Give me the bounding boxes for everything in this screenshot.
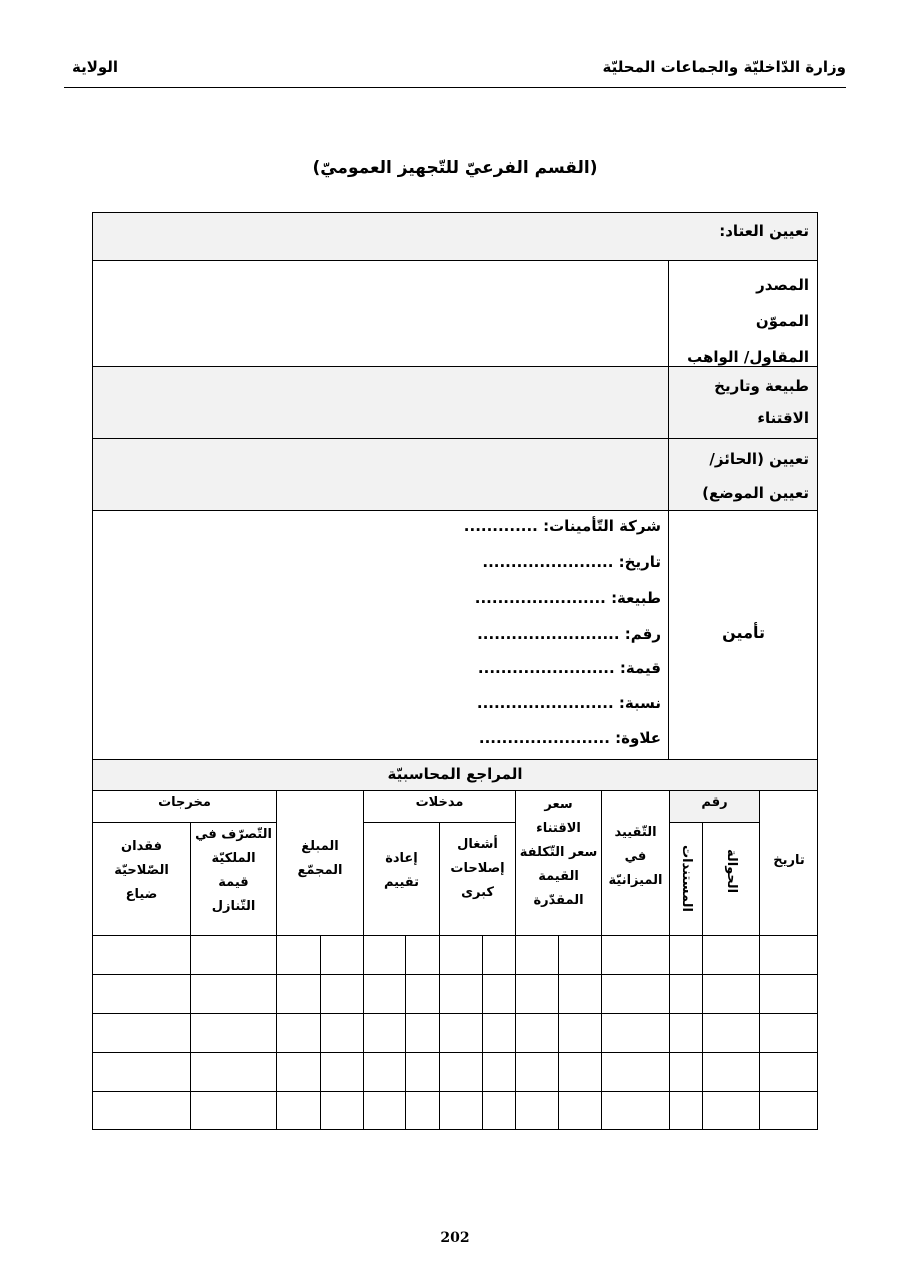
table-cell: [702, 1052, 759, 1091]
row-divider: [668, 439, 669, 510]
table-cell: [276, 935, 320, 974]
table-cell: [276, 1091, 320, 1130]
outputs-header-text: مخرجات: [158, 795, 211, 810]
table-cell: [759, 1052, 818, 1091]
disposal-line-2: الملكيّة: [211, 851, 256, 866]
price-header: [515, 790, 601, 936]
table-cell: [439, 1013, 482, 1052]
invoices-header: [669, 822, 702, 936]
price-line-1: الاقتناء: [536, 821, 581, 836]
table-cell: [190, 1091, 276, 1130]
table-cell: [276, 974, 320, 1013]
revaluation-line-2: تقييم: [383, 875, 420, 890]
insurance-number-field: رقم: .........................: [477, 625, 661, 643]
asset-id-label: تعيين العتاد:: [719, 222, 809, 240]
works-line-1: أشغال: [457, 837, 498, 852]
table-cell: [515, 974, 558, 1013]
table-cell: [515, 935, 558, 974]
row-divider: [668, 367, 669, 438]
table-cell: [601, 1052, 669, 1091]
row-divider: [668, 511, 669, 759]
price-group-text: سعر: [544, 797, 573, 812]
loss-header: [92, 822, 190, 936]
transfer-header: [702, 822, 759, 936]
table-cell: [92, 974, 190, 1013]
table-cell: [759, 974, 818, 1013]
table-cell: [669, 935, 702, 974]
insurance-date-field: تاريخ: .......................: [482, 553, 661, 571]
disposal-header: [190, 822, 276, 936]
budget-line-2: في: [624, 849, 647, 864]
disposal-line-4: التّنازل: [211, 899, 256, 914]
budget-line-3: الميزانيّة: [608, 873, 663, 888]
accounting-header: [92, 790, 818, 936]
table-cell: [363, 1013, 405, 1052]
table-cell: [92, 935, 190, 974]
table-cell: [558, 974, 601, 1013]
source-row: [92, 260, 818, 367]
table-cell: [601, 935, 669, 974]
accounting-title: المراجع المحاسبيّة: [387, 765, 523, 783]
ministry-header: وزارة الدّاخليّة والجماعات المحليّة: [602, 58, 846, 76]
table-cell: [363, 1052, 405, 1091]
total-header: [276, 790, 363, 936]
table-cell: [702, 1091, 759, 1130]
table-cell: [320, 1091, 363, 1130]
table-cell: [558, 935, 601, 974]
table-cell: [405, 1091, 439, 1130]
loss-line-3: ضياع: [125, 887, 158, 902]
table-cell: [276, 1052, 320, 1091]
table-cell: [405, 1052, 439, 1091]
table-cell: [601, 974, 669, 1013]
table-cell: [759, 1013, 818, 1052]
works-line-2: إصلاحات: [450, 861, 505, 876]
table-cell: [92, 1052, 190, 1091]
insurance-type-field: طبيعة: .......................: [474, 589, 661, 607]
table-cell: [363, 1091, 405, 1130]
insurance-value-field: قيمة: ........................: [477, 659, 661, 677]
table-cell: [669, 974, 702, 1013]
price-line-2: سعر التّكلفة: [519, 845, 598, 860]
table-cell: [190, 935, 276, 974]
number-group-header: [669, 790, 759, 822]
works-header: [439, 822, 515, 936]
header-rule: [64, 87, 846, 88]
table-cell: [320, 974, 363, 1013]
table-cell: [669, 1052, 702, 1091]
budget-header: [601, 790, 669, 936]
table-cell: [558, 1013, 601, 1052]
transfer-header-text: الحوالة: [724, 849, 739, 894]
acquisition-label-2: الاقتناء: [757, 409, 809, 427]
table-cell: [405, 974, 439, 1013]
source-labels: [687, 267, 809, 375]
insurance-premium-field: علاوة: .......................: [478, 729, 661, 747]
inputs-group-header: [363, 790, 515, 822]
loss-line-1: فقدان: [121, 839, 162, 854]
table-cell: [669, 1091, 702, 1130]
source-label: المصدر: [756, 276, 809, 294]
insurance-label: تأمين: [722, 623, 765, 642]
asset-id-row: [92, 212, 818, 261]
table-cell: [276, 1013, 320, 1052]
table-cell: [363, 974, 405, 1013]
table-cell: [439, 974, 482, 1013]
works-line-3: كبرى: [461, 885, 494, 900]
table-cell: [190, 1013, 276, 1052]
table-cell: [405, 1013, 439, 1052]
table-cell: [558, 1052, 601, 1091]
table-cell: [515, 1091, 558, 1130]
page-title: (القسم الفرعيّ للتّجهيز العموميّ): [312, 158, 598, 178]
holder-row: [92, 438, 818, 511]
loss-line-2: الصّلاحيّة: [114, 863, 169, 878]
acquisition-label-1: طبيعة وتاريخ: [714, 377, 809, 395]
table-cell: [601, 1013, 669, 1052]
table-cell: [92, 1091, 190, 1130]
table-cell: [320, 935, 363, 974]
budget-line-1: التّقييد: [614, 825, 657, 840]
table-cell: [515, 1052, 558, 1091]
insurance-row: [92, 510, 818, 760]
wilaya-header: الولاية: [72, 58, 119, 76]
table-cell: [558, 1091, 601, 1130]
number-header-text: رقم: [701, 795, 728, 810]
table-cell: [759, 1091, 818, 1130]
total-line-2: المجمّع: [297, 863, 343, 878]
accounting-title-row: [92, 759, 818, 791]
table-cell: [482, 1013, 515, 1052]
invoices-header-text: المستندات: [679, 845, 694, 912]
disposal-line-1: التّصرّف في: [195, 827, 272, 842]
outputs-group-header: [92, 790, 276, 822]
table-cell: [439, 935, 482, 974]
accounting-body: [92, 935, 818, 1130]
supplier-label: المموّن: [755, 312, 809, 330]
table-cell: [702, 1013, 759, 1052]
table-cell: [405, 935, 439, 974]
table-cell: [759, 935, 818, 974]
disposal-line-3: قيمة: [218, 875, 249, 890]
table-cell: [439, 1052, 482, 1091]
table-cell: [702, 974, 759, 1013]
table-cell: [601, 1091, 669, 1130]
date-header: [759, 790, 818, 936]
revaluation-line-1: إعادة: [385, 851, 418, 866]
table-cell: [92, 1013, 190, 1052]
price-line-3: القيمة: [538, 869, 579, 884]
row-divider: [668, 261, 669, 366]
table-cell: [439, 1091, 482, 1130]
table-cell: [190, 974, 276, 1013]
table-cell: [482, 974, 515, 1013]
table-cell: [363, 935, 405, 974]
inputs-header-text: مدخلات: [415, 795, 464, 810]
table-cell: [320, 1013, 363, 1052]
acquisition-row: [92, 366, 818, 439]
date-header-text: تاريخ: [773, 853, 805, 868]
table-cell: [702, 935, 759, 974]
table-cell: [515, 1013, 558, 1052]
table-cell: [190, 1052, 276, 1091]
holder-label-1: تعيين (الحائز/: [709, 450, 809, 468]
price-line-4: المقدّرة: [533, 893, 584, 908]
page-number: 202: [440, 1230, 470, 1246]
contractor-label: المقاول/ الواهب: [687, 348, 809, 366]
table-cell: [482, 935, 515, 974]
insurance-company-field: شركة التّأمينات: .............: [463, 517, 661, 535]
revaluation-header: [363, 822, 439, 936]
table-cell: [669, 1013, 702, 1052]
table-cell: [482, 1052, 515, 1091]
table-cell: [482, 1091, 515, 1130]
table-cell: [320, 1052, 363, 1091]
holder-label-2: تعيين الموضع): [702, 484, 809, 502]
total-line-1: المبلغ: [301, 839, 339, 854]
insurance-rate-field: نسبة: ........................: [476, 694, 661, 712]
